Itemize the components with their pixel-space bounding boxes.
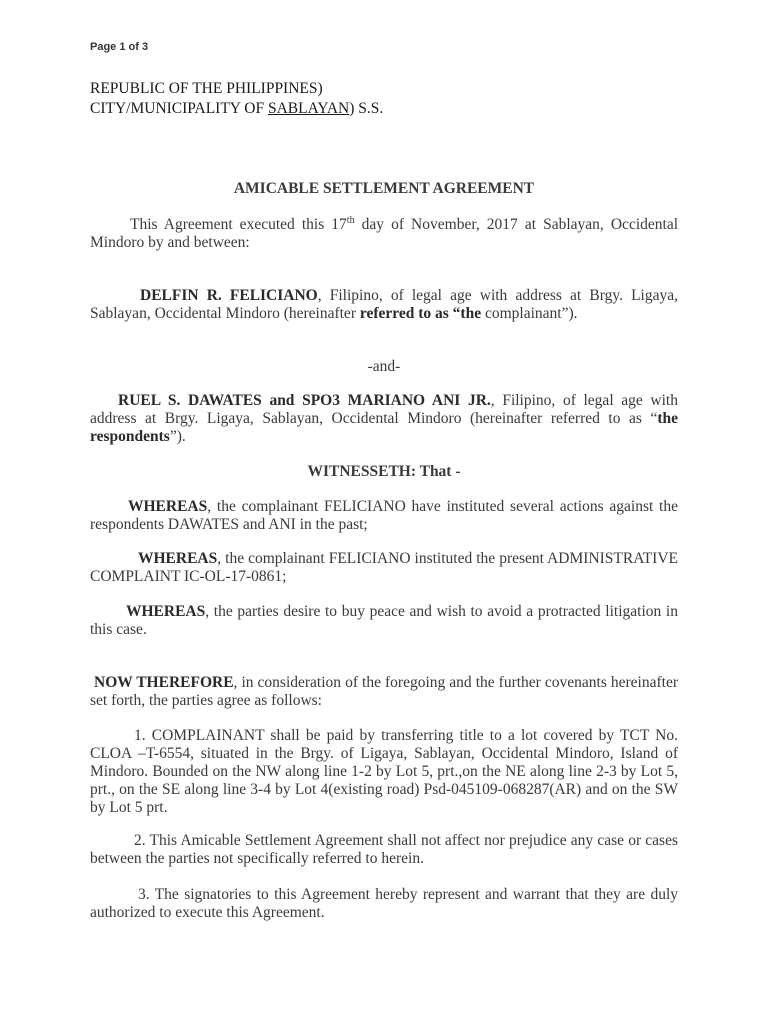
intro-part1: This Agreement executed this 17 [130,216,347,233]
party1-text: , Filipino, of legal age with address at Brgy. Ligaya, Sablayan, Occidental Mindoro (hereinafter [90,287,678,322]
and-separator: -and- [367,358,401,375]
party2-text: , Filipino, of legal age with address at Brgy. Ligaya, Sablayan, Occidental Mindoro (hereinafter referred to as “ [90,392,678,427]
now-therefore-paragraph [90,674,678,710]
intro-paragraph [90,216,678,252]
agreement-item-1: 1. COMPLAINANT shall be paid by transferring title to a lot covered by TCT No. CLOA –T-6554, situated in the Brgy. of Ligaya, Sablayan, Occidental Mindoro, Island of Mindoro. Bounded on the NW along line 1-2 by Lot 5, prt.,on the NE along line 2-3 by Lot 5, prt., on the SE along line 3-4 by Lot 4(existing road) Psd-045109-068287(AR) and on the SW by Lot 5 prt. [90,727,678,816]
party2-names: RUEL S. DAWATES and SPO3 MARIANO ANI JR. [118,392,491,409]
intro-ordinal: th [346,214,355,226]
whereas-clause-2 [90,550,678,586]
whereas-1-text: , the complainant FELICIANO have instituted several actions against the respondents DAWATES and ANI in the past; [90,498,678,533]
header-city [90,100,690,118]
party1-name: DELFIN R. FELICIANO [140,287,318,304]
page-number: Page 1 of 3 [90,41,149,53]
party1-paragraph [90,287,678,323]
party2-tail: ”). [169,428,186,445]
party1-reference: referred to as “the [359,305,482,322]
party2-paragraph [90,392,678,446]
whereas-1-lead: WHEREAS [128,498,208,515]
whereas-3-lead: WHEREAS [126,603,206,620]
now-therefore-text: , in consideration of the foregoing and the further covenants hereinafter set forth, the parties agree as follows: [90,674,678,709]
header-city-prefix: CITY/MUNICIPALITY OF [90,100,268,117]
header-republic: REPUBLIC OF THE PHILIPPINES) [90,80,323,97]
header-city-suffix: ) S.S. [349,100,384,117]
whereas-2-text: , the complainant FELICIANO instituted the present ADMINISTRATIVE COMPLAINT IC-OL-17-0861; [90,550,678,585]
party1-tail: complainant”). [481,305,578,322]
intro-part2: day of November, 2017 at Sablayan, Occidental Mindoro by and between: [90,216,679,251]
now-therefore-lead: NOW THEREFORE [94,674,234,691]
whereas-clause-1 [90,498,678,534]
agreement-item-3: 3. The signatories to this Agreement hereby represent and warrant that they are duly authorized to execute this Agreement. [90,886,678,921]
document-title: AMICABLE SETTLEMENT AGREEMENT [233,180,535,197]
header-city-name: SABLAYAN [267,100,350,117]
whereas-clause-3 [90,603,678,639]
party2-reference: the respondents [90,410,678,445]
witnesseth-heading: WITNESSETH: That - [307,463,461,480]
agreement-item-2: 2. This Amicable Settlement Agreement shall not affect nor prejudice any case or cases between the parties not specifically referred to herein. [90,832,678,867]
whereas-2-lead: WHEREAS [138,550,218,567]
whereas-3-text: , the parties desire to buy peace and wish to avoid a protracted litigation in this case. [90,603,678,638]
